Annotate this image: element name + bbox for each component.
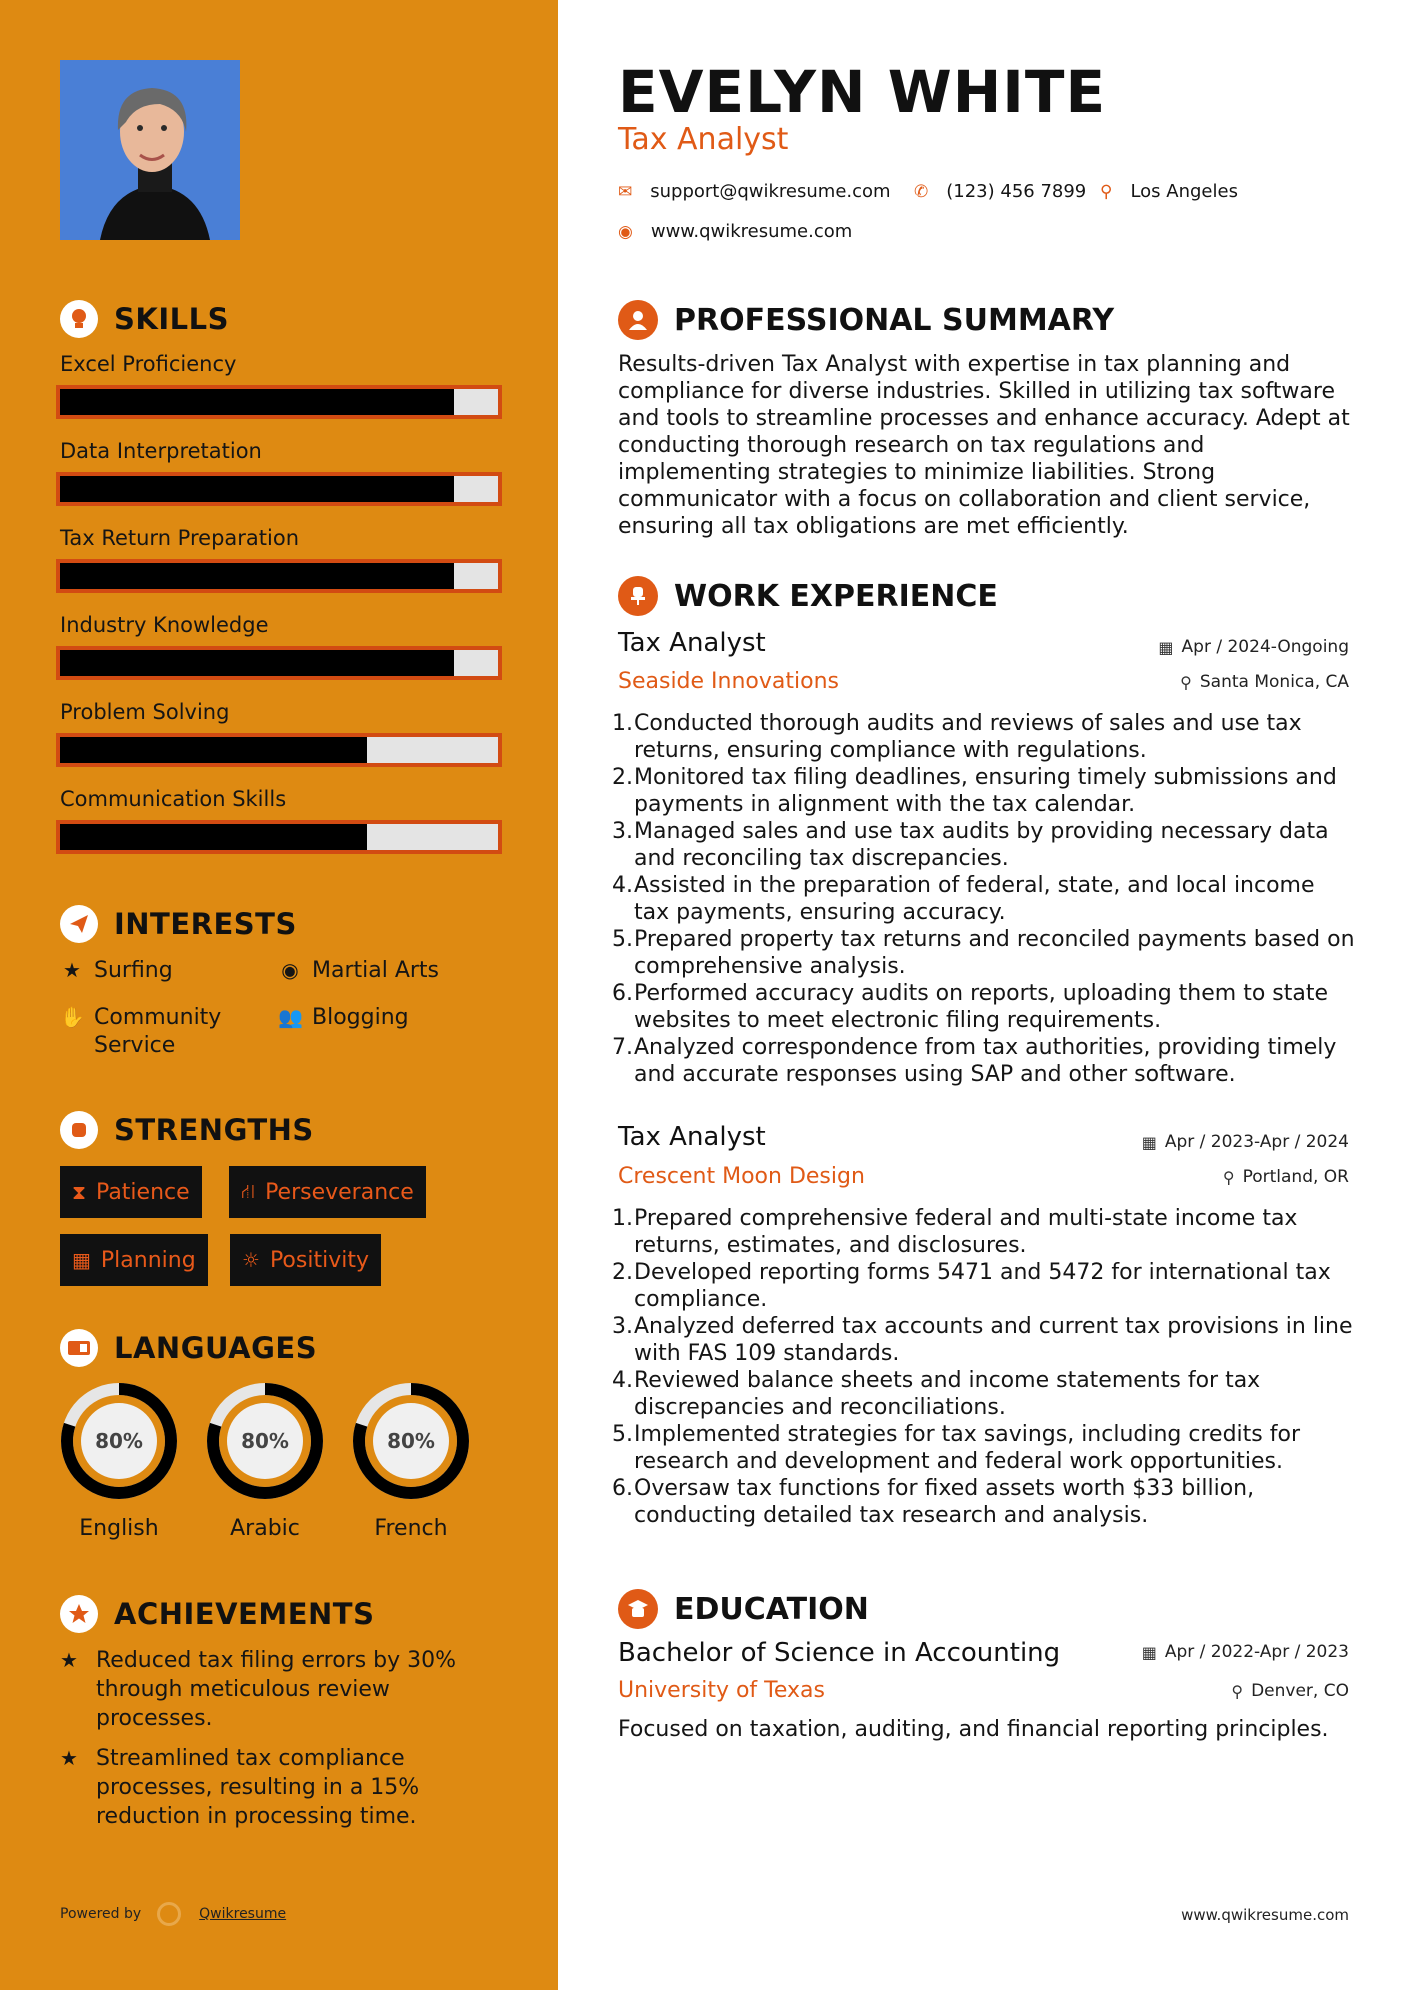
bullet-text: Conducted thorough audits and reviews of sales and use tax returns, ensuring compliance with regulations. <box>634 711 1302 763</box>
skill-label: Tax Return Preparation <box>60 526 299 550</box>
skill-bar-fill <box>60 389 454 415</box>
star-badge-icon <box>60 1595 98 1633</box>
profile-photo <box>60 60 240 240</box>
contact-website[interactable] <box>618 221 852 242</box>
interest-item <box>60 1004 260 1060</box>
language-label: Arabic <box>230 1516 300 1541</box>
bullet-text: Monitored tax filing deadlines, ensuring timely submissions and payments in alignment with the tax calendar. <box>634 765 1337 817</box>
bullet-item <box>612 1205 1356 1259</box>
bullet-item <box>612 980 1356 1034</box>
language-icon <box>60 1329 98 1367</box>
bullet-item <box>612 872 1356 926</box>
bullet-text: Prepared property tax returns and reconciled payments based on comprehensive analysis. <box>634 927 1355 979</box>
bullet-item <box>612 764 1356 818</box>
strengths-title: STRENGTHS <box>114 1113 314 1147</box>
achievement-text: Reduced tax filing errors by 30% through meticulous review processes. <box>96 1648 457 1731</box>
calendar-icon: ▦ <box>1158 637 1174 657</box>
sun-icon: ☼ <box>242 1248 260 1272</box>
lightbulb-icon <box>60 300 98 338</box>
strength-chip <box>230 1234 381 1286</box>
bullet-text: Managed sales and use tax audits by providing necessary data and reconciling tax discrepancies. <box>634 819 1329 871</box>
skills-heading <box>60 300 229 338</box>
calendar-icon: ▦ <box>1141 1132 1157 1152</box>
bullet-number: 3. <box>612 1314 633 1339</box>
bullet-item <box>612 926 1356 980</box>
calendar-icon: ▦ <box>1141 1642 1157 1662</box>
graduate-icon <box>618 1589 658 1629</box>
globe-icon: ◉ <box>281 958 299 982</box>
globe-icon: ◉ <box>618 221 633 242</box>
candidate-name: EVELYN WHITE <box>618 58 1107 126</box>
profile-photo-image <box>60 60 240 240</box>
bullet-text: Assisted in the preparation of federal, state, and local income tax payments, ensuring accuracy. <box>634 873 1315 925</box>
bullet-item <box>612 1034 1356 1088</box>
user-icon <box>618 300 658 340</box>
bullet-item <box>612 710 1356 764</box>
skill-bar <box>56 820 502 854</box>
job-location-text: Santa Monica, CA <box>1199 672 1349 692</box>
map-pin-icon: ⚲ <box>1100 181 1113 202</box>
job-dates-text: Apr / 2024-Ongoing <box>1181 637 1349 657</box>
interest-item <box>60 957 173 985</box>
job-location <box>1180 672 1349 692</box>
education-description: Focused on taxation, auditing, and financial reporting principles. <box>618 1717 1329 1742</box>
job-dates <box>1142 1132 1349 1152</box>
interest-item <box>278 1004 409 1032</box>
summary-text: Results-driven Tax Analyst with expertise in tax planning and compliance for diverse industries. Skilled in utilizing tax software and tools to streamline processes and enhance accuracy. Adept at conducting thorough research on tax regulations and implementing strategies to minimize liabilities. Strong communicator with a focus on collaboration and client service, ensuring all tax obligations are met efficiently. <box>618 352 1350 539</box>
language-item <box>204 1380 326 1541</box>
bullet-text: Prepared comprehensive federal and multi-state income tax returns, estimates, and disclosures. <box>634 1206 1298 1258</box>
language-item <box>350 1380 472 1541</box>
hand-icon: ✋ <box>60 1005 85 1029</box>
strength-label: Positivity <box>269 1247 369 1273</box>
skill-label: Excel Proficiency <box>60 352 237 376</box>
bullet-number: 1. <box>612 1206 633 1231</box>
star-icon: ★ <box>63 958 81 982</box>
skill-bar <box>56 646 502 680</box>
hourglass-icon: ⧗ <box>72 1180 87 1204</box>
bullet-number: 2. <box>612 1260 633 1285</box>
strength-chip <box>60 1234 208 1286</box>
achievement-item <box>60 1744 480 1831</box>
bullet-item <box>612 1475 1356 1529</box>
skill-bar-fill <box>60 476 454 502</box>
languages-title: LANGUAGES <box>114 1331 318 1365</box>
phone-text: (123) 456 7899 <box>946 181 1087 202</box>
skill-bar-fill <box>60 737 367 763</box>
sidebar <box>0 0 558 1990</box>
achievements-title: ACHIEVEMENTS <box>114 1597 375 1631</box>
achievements-heading <box>60 1595 374 1633</box>
qwikresume-logo-icon <box>157 1902 181 1926</box>
degree-title: Bachelor of Science in Accounting <box>618 1638 1061 1668</box>
skill-bar <box>56 559 502 593</box>
bullet-text: Analyzed deferred tax accounts and current tax provisions in line with FAS 109 standards. <box>634 1314 1353 1366</box>
achievement-text: Streamlined tax compliance processes, resulting in a 15% reduction in processing time. <box>96 1746 420 1829</box>
qwikresume-link[interactable]: Qwikresume <box>199 1906 287 1922</box>
language-ring <box>58 1380 180 1502</box>
bullet-text: Developed reporting forms 5471 and 5472 for international tax compliance. <box>634 1260 1331 1312</box>
bullet-item <box>612 1259 1356 1313</box>
bullet-item <box>612 1421 1356 1475</box>
envelope-icon: ✉ <box>618 181 633 202</box>
strength-chip <box>60 1166 202 1218</box>
skill-label: Problem Solving <box>60 700 230 724</box>
job-company: Seaside Innovations <box>618 669 839 694</box>
powered-by <box>60 1902 286 1926</box>
skill-bar-fill <box>60 650 454 676</box>
location-text: Los Angeles <box>1130 181 1238 202</box>
bullet-number: 7. <box>612 1035 633 1060</box>
bullet-item <box>612 1313 1356 1367</box>
skill-label: Communication Skills <box>60 787 287 811</box>
job-title: Tax Analyst <box>618 1122 766 1152</box>
education-dates-text: Apr / 2022-Apr / 2023 <box>1164 1642 1349 1662</box>
language-ring <box>350 1380 472 1502</box>
bullet-item <box>612 818 1356 872</box>
job-bullets <box>612 710 1356 1088</box>
paper-plane-icon <box>60 905 98 943</box>
strength-chip <box>229 1166 426 1218</box>
road-icon: ⛙ <box>241 1178 256 1203</box>
job-company: Crescent Moon Design <box>618 1164 865 1189</box>
users-icon: 👥 <box>278 1005 303 1029</box>
pin-icon: ⚲ <box>1180 672 1192 692</box>
bullet-number: 2. <box>612 765 633 790</box>
interest-label: Community Service <box>94 1005 222 1058</box>
strength-label: Patience <box>96 1179 190 1205</box>
job-title: Tax Analyst <box>618 628 766 658</box>
pin-icon: ⚲ <box>1222 1167 1235 1187</box>
language-label: English <box>79 1516 159 1541</box>
education-location <box>1231 1681 1349 1701</box>
bullet-number: 4. <box>612 873 633 898</box>
contact-phone[interactable] <box>914 181 1086 202</box>
website-text: www.qwikresume.com <box>650 221 853 242</box>
interests-title: INTERESTS <box>114 907 297 941</box>
experience-title: WORK EXPERIENCE <box>674 578 998 614</box>
star-icon: ★ <box>60 1746 78 1770</box>
bullet-number: 3. <box>612 819 633 844</box>
achievement-item <box>60 1646 480 1733</box>
education-heading <box>618 1589 869 1629</box>
star-icon: ★ <box>60 1648 78 1672</box>
contact-location <box>1100 181 1238 202</box>
interest-label: Surfing <box>94 958 173 983</box>
contact-email[interactable] <box>618 181 891 202</box>
languages-heading <box>60 1329 317 1367</box>
language-label: French <box>374 1516 448 1541</box>
chair-icon <box>618 576 658 616</box>
job-location-text: Portland, OR <box>1242 1167 1349 1187</box>
language-ring <box>204 1380 326 1502</box>
pin-icon: ⚲ <box>1231 1681 1244 1701</box>
footer-url[interactable]: www.qwikresume.com <box>1181 1906 1349 1924</box>
bullet-number: 5. <box>612 1422 633 1447</box>
bullet-text: Reviewed balance sheets and income statements for tax discrepancies and reconciliations. <box>634 1368 1261 1420</box>
summary-heading <box>618 300 1114 340</box>
bullet-text: Oversaw tax functions for fixed assets worth $33 billion, conducting detailed tax research and analysis. <box>634 1476 1255 1528</box>
fist-icon <box>60 1111 98 1149</box>
interest-label: Martial Arts <box>312 958 440 983</box>
bullet-text: Performed accuracy audits on reports, uploading them to state websites to meet electronic filing requirements. <box>634 981 1328 1033</box>
language-percent: 80% <box>387 1429 435 1453</box>
strengths-heading <box>60 1111 314 1149</box>
bullet-item <box>612 1367 1356 1421</box>
strength-label: Planning <box>100 1247 196 1273</box>
experience-heading <box>618 576 998 616</box>
skill-bar <box>56 385 502 419</box>
job-location <box>1223 1167 1349 1187</box>
bullet-number: 4. <box>612 1368 633 1393</box>
language-percent: 80% <box>95 1429 143 1453</box>
bullet-number: 6. <box>612 981 633 1006</box>
powered-by-label: Powered by <box>60 1906 142 1922</box>
skill-label: Industry Knowledge <box>60 613 269 637</box>
job-dates <box>1158 637 1349 657</box>
job-dates-text: Apr / 2023-Apr / 2024 <box>1164 1132 1349 1152</box>
education-location-text: Denver, CO <box>1251 1681 1349 1701</box>
bullet-text: Implemented strategies for tax savings, including credits for research and development and federal work opportunities. <box>634 1422 1300 1474</box>
bullet-number: 5. <box>612 927 633 952</box>
bullet-number: 1. <box>612 711 633 736</box>
calendar-icon: ▦ <box>72 1248 91 1272</box>
skill-bar <box>56 472 502 506</box>
interest-item <box>278 957 439 985</box>
skill-label: Data Interpretation <box>60 439 262 463</box>
interests-heading <box>60 905 297 943</box>
skills-title: SKILLS <box>114 302 229 336</box>
bullet-text: Analyzed correspondence from tax authorities, providing timely and accurate responses using SAP and other software. <box>634 1035 1337 1087</box>
summary-title: PROFESSIONAL SUMMARY <box>674 302 1115 338</box>
education-title: EDUCATION <box>674 1591 869 1627</box>
bullet-number: 6. <box>612 1476 633 1501</box>
email-text: support@qwikresume.com <box>650 181 891 202</box>
skill-bar-fill <box>60 563 454 589</box>
school-name: University of Texas <box>618 1678 825 1703</box>
skill-bar <box>56 733 502 767</box>
interest-label: Blogging <box>312 1005 409 1030</box>
phone-icon: ✆ <box>914 181 929 202</box>
candidate-title: Tax Analyst <box>618 122 789 157</box>
job-bullets <box>612 1205 1356 1529</box>
skill-bar-fill <box>60 824 367 850</box>
language-percent: 80% <box>241 1429 289 1453</box>
strength-label: Perseverance <box>265 1179 414 1205</box>
language-item <box>58 1380 180 1541</box>
education-dates <box>1142 1642 1349 1662</box>
